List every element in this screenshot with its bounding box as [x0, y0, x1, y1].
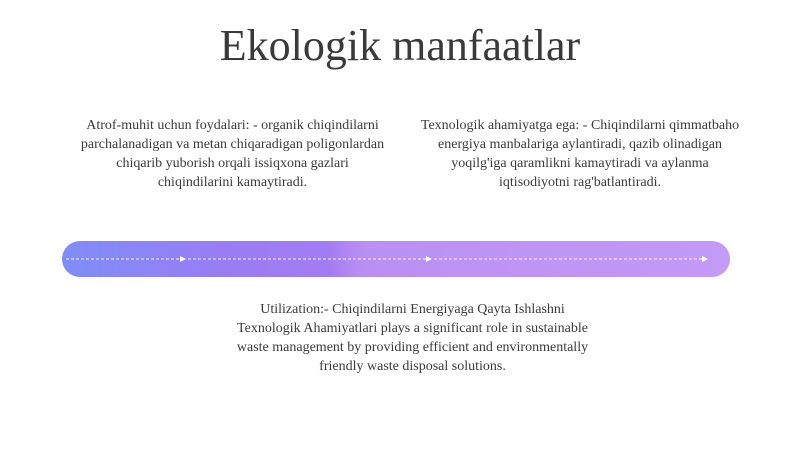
utilization-text: Utilization:- Chiqindilarni Energiyaga Qayta Ishlashni Texnologik Ahamiyatlari plays a significant role in sustainable waste management by providing efficient and environmentally friendly waste disposal solutions.	[236, 302, 589, 374]
slide-title: Ekologik manfaatlar	[219, 21, 581, 70]
timeline-arrows	[62, 241, 730, 277]
timeline-bar	[62, 241, 730, 277]
technological-significance-text: Texnologik ahamiyatga ega: - Chiqindilarni qimmatbaho energiya manbalariga aylantiradi, qazib olinadigan yoqilg'iga qaramlikni kamaytiradi va aylanma iqtisodiyotni rag'batlantiradi.	[420, 118, 740, 190]
environmental-benefits-text: Atrof-muhit uchun foydalari: - organik chiqindilarni parchalanadigan va metan chiqaradigan poligonlardan chiqarib yuborish orqali issiqxona gazlari chiqindilarini kamaytiradi.	[80, 118, 385, 190]
timeline-arrowhead-1	[180, 256, 186, 262]
timeline-arrowhead-3	[702, 256, 708, 262]
timeline-arrowhead-2	[426, 256, 432, 262]
